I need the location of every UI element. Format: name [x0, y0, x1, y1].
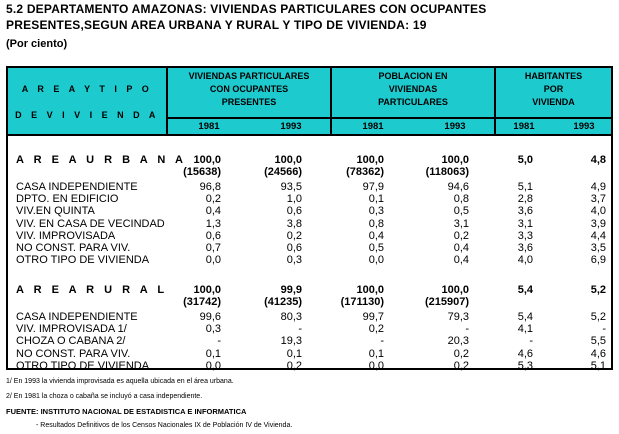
table-cell: 99,7 — [362, 310, 384, 323]
table-cell: 0,2 — [453, 347, 469, 360]
table-cell: 2,8 — [517, 192, 533, 205]
year-header: 1981 — [198, 121, 220, 132]
table-cell: 3,9 — [590, 217, 606, 230]
table-cell: 0,1 — [286, 347, 302, 360]
table-cell: 0,1 — [368, 192, 384, 205]
statistics-table — [6, 66, 613, 370]
year-header: 1993 — [280, 121, 302, 132]
table-cell: 4,0 — [517, 254, 533, 267]
source-detail: - Resultados Definitivos de los Censos Nacionales IX de Población IV de Vivienda. — [36, 422, 293, 429]
row-label: DPTO. EN EDIFICIO — [16, 192, 119, 205]
table-cell: (78362) — [346, 166, 384, 179]
section-count-row — [8, 166, 611, 178]
table-cell: 3,8 — [286, 217, 302, 230]
table-cell: 5,3 — [517, 359, 533, 372]
table-cell: 100,0 — [274, 154, 302, 166]
table-cell: 20,3 — [447, 335, 469, 348]
table-cell: 19,3 — [280, 335, 302, 348]
table-row — [8, 254, 611, 266]
column-group-habitantes: HABITANTES POR VIVIENDA — [524, 71, 583, 107]
table-cell: 3,3 — [517, 229, 533, 242]
table-cell: 79,3 — [447, 310, 469, 323]
table-cell: 4,6 — [590, 347, 606, 360]
table-cell: 94,6 — [447, 180, 469, 193]
section-count-row — [8, 296, 611, 308]
table-cell: 0,2 — [453, 359, 469, 372]
table-cell: - — [465, 322, 469, 335]
table-cell: 0,0 — [205, 359, 221, 372]
table-cell: 0,4 — [453, 242, 469, 255]
table-cell: 0,0 — [205, 254, 221, 267]
table-cell: 5,4 — [517, 310, 533, 323]
table-cell: 0,5 — [453, 205, 469, 218]
table-cell: 100,0 — [193, 154, 221, 166]
table-cell: 3,5 — [590, 242, 606, 255]
table-cell: 5,1 — [517, 180, 533, 193]
column-group-viviendas: VIVIENDAS PARTICULARES CON OCUPANTES PRESENTES — [188, 71, 310, 107]
table-cell: 93,5 — [280, 180, 302, 193]
row-label: A R E A R U R A L — [16, 284, 168, 296]
table-cell: 100,0 — [441, 154, 469, 166]
table-cell: 80,3 — [280, 310, 302, 323]
table-cell: 5,2 — [590, 284, 606, 296]
table-cell: 0,8 — [453, 192, 469, 205]
section-total-row — [8, 154, 611, 166]
table-cell: - — [602, 322, 606, 335]
table-cell: (171130) — [340, 296, 384, 309]
table-row — [8, 335, 611, 347]
section-total-row — [8, 284, 611, 296]
table-cell: 97,9 — [362, 180, 384, 193]
table-cell: 0,4 — [205, 205, 221, 218]
row-label: NO CONST. PARA VIV. — [16, 242, 131, 255]
row-label: VIV. EN CASA DE VECINDAD — [16, 217, 165, 230]
row-label: OTRO TIPO DE VIVIENDA — [16, 359, 150, 372]
table-cell: 96,8 — [199, 180, 221, 193]
year-header: 1993 — [573, 121, 595, 132]
row-header-line2: D E V I V I E N D A — [15, 110, 159, 120]
table-cell: 0,7 — [205, 242, 221, 255]
table-cell: 0,6 — [286, 205, 302, 218]
table-row — [8, 360, 611, 372]
row-header-line1: A R E A Y T I P O — [21, 84, 153, 94]
table-row — [8, 205, 611, 217]
row-label: CASA INDEPENDIENTE — [16, 310, 138, 323]
row-label: NO CONST. PARA VIV. — [16, 347, 131, 360]
table-cell: (41235) — [264, 296, 302, 309]
table-cell: 100,0 — [441, 284, 469, 296]
table-cell: 99,9 — [280, 284, 302, 296]
table-cell: 0,3 — [286, 254, 302, 267]
table-cell: 0,8 — [368, 217, 384, 230]
table-cell: - — [529, 335, 533, 348]
table-cell: 4,9 — [590, 180, 606, 193]
table-cell: 4,6 — [517, 347, 533, 360]
table-cell: 1,0 — [286, 192, 302, 205]
row-label: VIV.EN QUINTA — [16, 205, 95, 218]
table-cell: 0,4 — [453, 254, 469, 267]
table-cell: 0,0 — [368, 254, 384, 267]
table-row — [8, 242, 611, 254]
table-cell: 0,6 — [205, 229, 221, 242]
table-cell: 100,0 — [193, 284, 221, 296]
table-cell: 6,9 — [590, 254, 606, 267]
table-title-line1: 5.2 DEPARTAMENTO AMAZONAS: VIVIENDAS PARTICULARES CON OCUPANTES — [6, 2, 487, 16]
table-cell: (118063) — [425, 166, 469, 179]
table-cell: 5,1 — [590, 359, 606, 372]
row-label: CASA INDEPENDIENTE — [16, 180, 138, 193]
table-cell: 3,1 — [453, 217, 469, 230]
table-cell: 0,1 — [205, 347, 221, 360]
row-label: OTRO TIPO DE VIVIENDA — [16, 254, 150, 267]
table-cell: 0,2 — [368, 322, 384, 335]
table-cell: 3,6 — [517, 242, 533, 255]
year-header: 1981 — [362, 121, 384, 132]
table-cell: 100,0 — [356, 284, 384, 296]
table-row — [8, 230, 611, 242]
table-cell: (24566) — [264, 166, 302, 179]
table-cell: 0,3 — [205, 322, 221, 335]
table-cell: 1,3 — [205, 217, 221, 230]
table-cell: 0,6 — [286, 242, 302, 255]
year-header: 1993 — [444, 121, 466, 132]
table-row — [8, 181, 611, 193]
table-row — [8, 218, 611, 230]
table-cell: - — [217, 335, 221, 348]
table-cell: 4,1 — [517, 322, 533, 335]
table-header — [8, 68, 611, 136]
table-cell: 0,2 — [453, 229, 469, 242]
table-cell: 0,2 — [286, 229, 302, 242]
table-cell: 4,4 — [590, 229, 606, 242]
table-cell: 0,3 — [368, 205, 384, 218]
table-row — [8, 193, 611, 205]
table-cell: 0,4 — [368, 229, 384, 242]
table-subtitle: (Por ciento) — [6, 38, 68, 50]
table-cell: 0,5 — [368, 242, 384, 255]
table-cell: - — [380, 335, 384, 348]
table-cell: (215907) — [424, 296, 469, 309]
table-cell: 3,7 — [590, 192, 606, 205]
table-cell: 5,2 — [590, 310, 606, 323]
table-cell: (31742) — [183, 296, 221, 309]
table-cell: - — [298, 322, 302, 335]
footnote-2: 2/ En 1981 la choza o cabaña se incluyó a casa independiente. — [6, 393, 203, 400]
column-group-poblacion: POBLACION EN VIVIENDAS PARTICULARES — [378, 71, 448, 107]
table-cell: 5,0 — [517, 154, 533, 166]
footnote-1: 1/ En 1993 la vivienda improvisada es aquella ubicada en el área urbana. — [6, 378, 234, 385]
row-label: VIV. IMPROVISADA 1/ — [16, 322, 127, 335]
table-cell: 0,0 — [368, 359, 384, 372]
row-label: CHOZA O CABANA 2/ — [16, 335, 126, 348]
table-cell: 3,1 — [517, 217, 533, 230]
table-cell: 3,6 — [517, 205, 533, 218]
table-row — [8, 311, 611, 323]
table-cell: (15638) — [183, 166, 221, 179]
source-label: FUENTE: INSTITUTO NACIONAL DE ESTADISTICA E INFORMATICA — [6, 407, 247, 416]
table-cell: 0,2 — [205, 192, 221, 205]
table-cell: 99,6 — [199, 310, 221, 323]
table-row — [8, 348, 611, 360]
table-cell: 0,2 — [286, 359, 302, 372]
table-cell: 100,0 — [356, 154, 384, 166]
table-title-line2: PRESENTES,SEGUN AREA URBANA Y RURAL Y TIPO DE VIVIENDA: 19 — [6, 18, 427, 32]
table-cell: 4,0 — [590, 205, 606, 218]
row-label: VIV. IMPROVISADA — [16, 229, 116, 242]
table-cell: 5,4 — [517, 284, 533, 296]
table-row — [8, 323, 611, 335]
table-cell: 0,1 — [368, 347, 384, 360]
row-label: A R E A U R B A N A — [16, 154, 187, 166]
table-cell: 5,5 — [590, 335, 606, 348]
year-header: 1981 — [513, 121, 535, 132]
table-cell: 4,8 — [590, 154, 606, 166]
